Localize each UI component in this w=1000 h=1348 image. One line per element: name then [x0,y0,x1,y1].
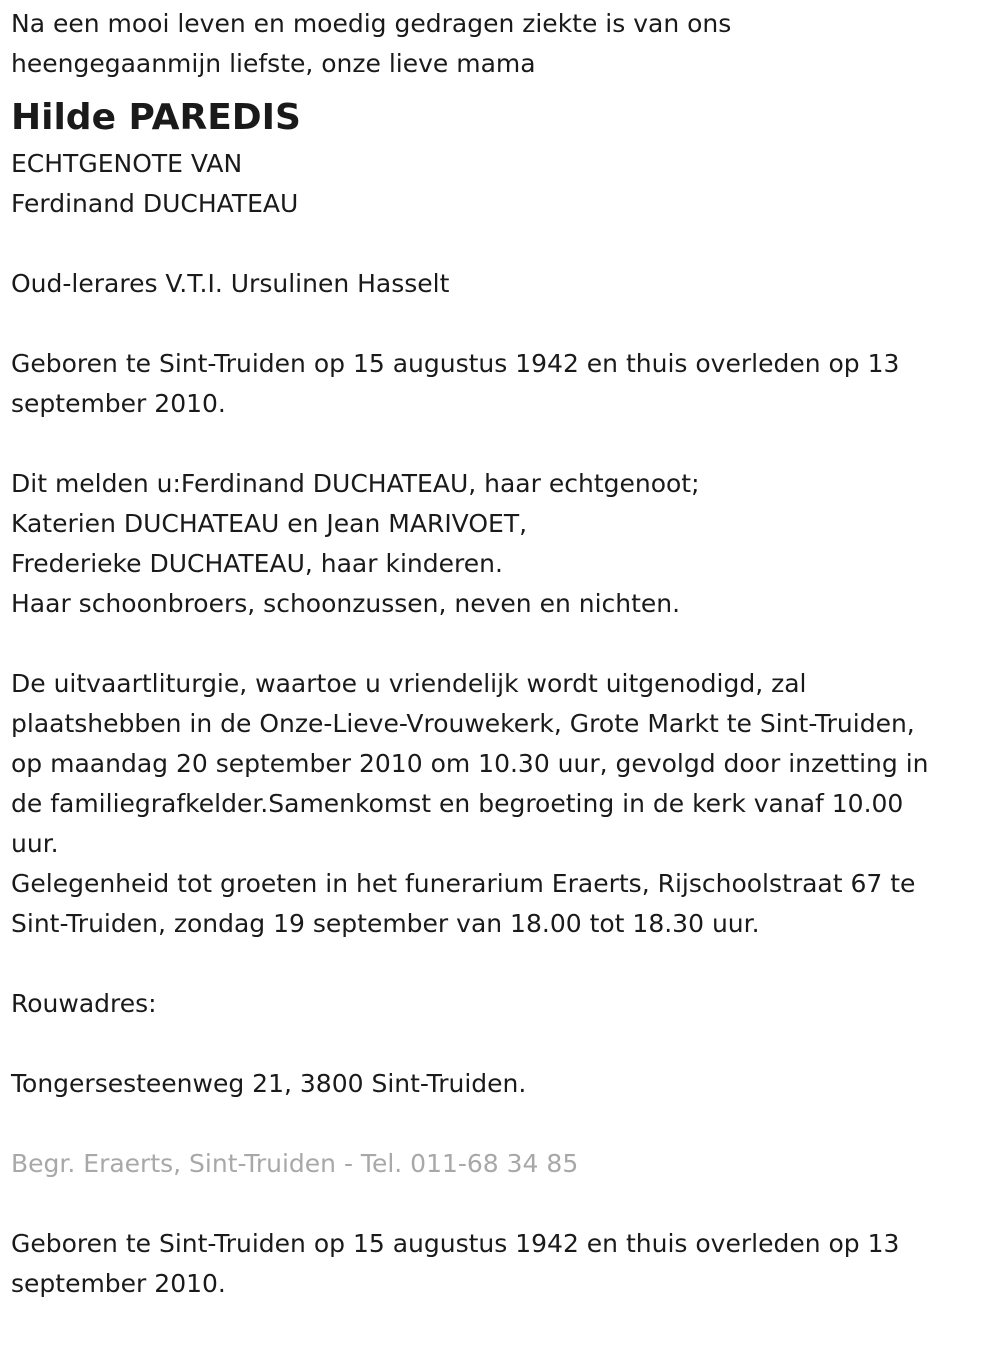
birth-death-repeat-line-1: Geboren te Sint-Truiden op 15 augustus 1942 en thuis overleden op 13 [11,1229,900,1258]
spouse-label: ECHTGENOTE VAN [11,149,243,178]
birth-death-line-1: Geboren te Sint-Truiden op 15 augustus 1942 en thuis overleden op 13 [11,349,900,378]
announcers-line-3: Frederieke DUCHATEAU, haar kinderen. [11,549,503,578]
spacer [11,304,991,344]
mourning-address: Tongersesteenweg 21, 3800 Sint-Truiden. [11,1069,527,1098]
funeral-line-7: Sint-Truiden, zondag 19 september van 18.00 tot 18.30 uur. [11,909,760,938]
obituary-document [11,4,991,1304]
announcers-line-1: Dit melden u:Ferdinand DUCHATEAU, haar echtgenoot; [11,469,700,498]
mourning-address-label: Rouwadres: [11,989,157,1018]
undertaker-credit: Begr. Eraerts, Sint-Truiden - Tel. 011-68 34 85 [11,1149,579,1178]
intro-line-2: heengegaanmijn liefste, onze lieve mama [11,49,536,78]
birth-death-repeat-line-2: september 2010. [11,1269,226,1298]
funeral-line-5: uur. [11,829,59,858]
spacer [11,1184,991,1224]
spacer [11,944,991,984]
funeral-line-2: plaatshebben in de Onze-Lieve-Vrouwekerk, Grote Markt te Sint-Truiden, [11,709,915,738]
occupation: Oud-lerares V.T.I. Ursulinen Hasselt [11,269,450,298]
spouse-name: Ferdinand DUCHATEAU [11,189,299,218]
funeral-line-4: de familiegrafkelder.Samenkomst en begroeting in de kerk vanaf 10.00 [11,789,904,818]
spacer [11,1024,991,1064]
funeral-line-1: De uitvaartliturgie, waartoe u vriendelijk wordt uitgenodigd, zal [11,669,807,698]
announcers-line-4: Haar schoonbroers, schoonzussen, neven en nichten. [11,589,681,618]
spacer [11,1104,991,1144]
birth-death-line-2: september 2010. [11,389,226,418]
funeral-line-6: Gelegenheid tot groeten in het funerarium Eraerts, Rijschoolstraat 67 te [11,869,916,898]
funeral-line-3: op maandag 20 september 2010 om 10.30 uur, gevolgd door inzetting in [11,749,929,778]
spacer [11,624,991,664]
deceased-name: Hilde PAREDIS [11,97,301,138]
spacer [11,424,991,464]
announcers-line-2: Katerien DUCHATEAU en Jean MARIVOET, [11,509,528,538]
spacer [11,224,991,264]
intro-line-1: Na een mooi leven en moedig gedragen ziekte is van ons [11,9,732,38]
